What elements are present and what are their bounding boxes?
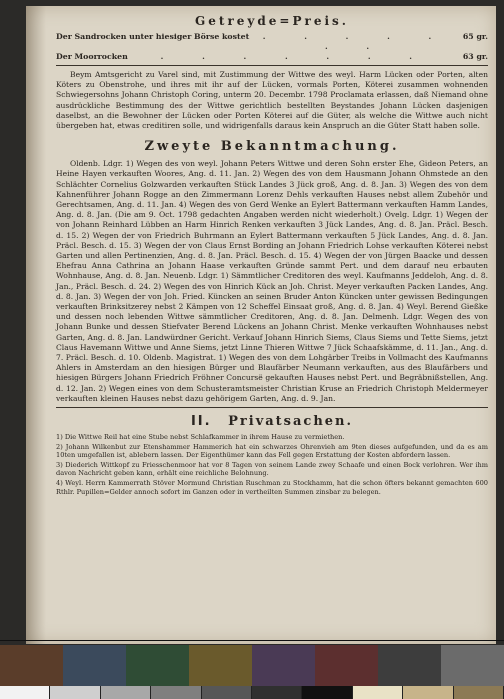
gray-patch bbox=[0, 686, 50, 699]
color-patch bbox=[378, 645, 441, 687]
document-page bbox=[26, 6, 496, 644]
intro-paragraph: Beym Amtsgericht zu Varel sind, mit Zustimmung der Wittwe des weyl. Harm Lücken oder Porten, alten Köters zu Obenstrohe, und ihres mit ihr auf der Lücken, vormals Porten, Köterei zusammen wohnenden Schwiegersohns Johann Christoph Coring, unterm 20. Decembr. 1798 Proclamata erlassen, daß Niemand ohne ausdrückliche Bestimmung des der Wittwe gerichtlich bestellten Beystandes Johann Lücken dasjenigen daselbst, an die Bewohner der Lücken oder Porten Köterei auf die Güter, als welche die Wittwe auch nicht übergeben hat, etwas creditiren solle, und widrigenfalls daraus kein Anspruch an die Güter Statt haben solle. bbox=[56, 70, 488, 131]
gray-patch bbox=[252, 686, 302, 699]
color-patch bbox=[315, 645, 378, 687]
price-label: Der Sandrocken unter hiesiger Börse kostet bbox=[56, 32, 250, 41]
scan-edge-line bbox=[0, 640, 504, 641]
gray-calibration-strip bbox=[0, 686, 504, 699]
divider bbox=[56, 65, 488, 66]
color-patch bbox=[126, 645, 189, 687]
price-heading: Getreyde=Preis. bbox=[195, 14, 349, 28]
gray-patch bbox=[151, 686, 201, 699]
price-dots: . . . . . . . bbox=[160, 52, 430, 61]
price-label: Der Moorrocken bbox=[56, 52, 128, 61]
private-item: 1) Die Wittwe Reil hat eine Stube nebst Schlafkammer in ihrem Hause zu vermiethen. bbox=[56, 433, 345, 442]
private-item: 2) Johann Wilkenbut zur Etenshammer Hammerich hat ein schwarzes Ohrenvieh am 9ten dieses aufgefunden, und da es am 10ten umgefallen ist, ablebern lassen. Der Eigenthümer kann das Fell gegen Erstattung der Kosten abfordern lassen. bbox=[56, 442, 488, 460]
color-patch bbox=[63, 645, 126, 687]
private-item: 3) Diederich Wittkopf zu Friesschenmoor hat vor 8 Tagen von seinem Lande zwey Schaafe und einen Bock verlohren. Wer ihm davon Nachricht geben kann, erhält eine reichliche Belohnung. bbox=[56, 460, 488, 478]
gray-patch bbox=[353, 686, 403, 699]
divider bbox=[56, 407, 488, 408]
price-row-moorrocken bbox=[56, 52, 488, 62]
document-content bbox=[56, 12, 488, 497]
price-value: 63 gr. bbox=[462, 52, 488, 61]
price-value: 65 gr. bbox=[462, 32, 488, 41]
second-announcement-heading: Zweyte Bekanntmachung. bbox=[144, 139, 400, 155]
gray-patch bbox=[202, 686, 252, 699]
gray-patch bbox=[50, 686, 100, 699]
color-patch bbox=[441, 645, 504, 687]
private-item: 4) Weyl. Herrn Kammerrath Stöver Mormund Christian Ruschman zu Stockhamm, hat die schon öfters bekannt gemachten 600 Rthlr. Pupillen=Gelder annoch sofort im Ganzen oder in vertheilten Summen zinsbar zu belegen. bbox=[56, 479, 488, 496]
color-patch bbox=[189, 645, 252, 687]
gray-patch bbox=[403, 686, 453, 699]
second-announcement-paragraph: Oldenb. Ldgr. 1) Wegen des von weyl. Johann Peters Wittwe und deren Sohn erster Ehe, Gideon Peters, an Heine Hayen verkauften Woores, Ang. d. 11. Jan. 2) Wegen des von dem Hausmann Johann Ohmstede an den Schlächter Cornelius Golzwarden verkauften Stück Landes 3 Jück groß, Ang. d. 8. Jan. 3) Wegen des von dem Kahnenführer Johann Rogge an den Zimmermann Lorenz Dehls verkauften Hauses nebst allem Zubehör und Gerechtsamen, Ang. d. 11. Jan. 4) Wegen des von Gerd Wenke an Eylert Battermann verkauften Hamm Landes, Ang. d. 8. Jan. (Die am 9. Oct. 1798 gedachten Angaben werden nicht wiederholt.) Ovelg. Ldgr. 1) Wegen der von Johann Reinhard Lübben an Harm Hinrich Renken verkauften 3 Jück Landes, Ang. d. 8. Jan. Präcl. Besch. d. 15. 2) Wegen der von Friedrich Buhrmann an Eylert Battermann verkauften 5 Jück Landes, Ang. d. 8. Jan. Präcl. Besch. d. 15. 3) Wegen der von Claus Ernst Bording an Johann Friedrich Lohse verkauften Köterei nebst Garten und allen Pertinenzien, Ang. d. 8. Jan. Präcl. Besch. d. 15. 4) Wegen der von Jürgen Baacke und dessen Ehefrau Anna Cathrina an Johann Haase verkauften Gründe sammt Pert. und dem darauf neu erbauten Wohnhause, Ang. d. 8. Jan. Neuenb. Ldgr. 1) Sämmtlicher Creditoren des weyl. Kaufmanns Jeddeloh, Ang. d. 8. Jan., Präcl. Besch. d. 24. 2) Wegen des von Hinrich Kück an Joh. Christ. Meyer verkauften Packen Landes, Ang. d. 8. Jan. 3) Wegen der von Joh. Fried. Küncken an seinen Bruder Anton Küncken unter gewissen Bedingungen verkauften Brinksitzerey nebst 2 Kämpen von 12 Scheffel Einsaat groß, Ang. d. 8. Jan. 4) Weyl. Berend Gießke und dessen noch lebenden Wittwe sämmtlicher Creditoren, Ang. d. 8. Jan. Delmenh. Ldgr. Wegen des von Johann Bunke und dessen Stiefvater Berend Lückens an Johann Christ. Menke verkauften Wohnhauses nebst Garten, Ang. d. 8. Jan. Landwürdner Gericht. Verkauf Johann Hinrich Siems, Claus Siems und Tette Siems, jetzt Claus Havemann Wittwe und Anne Siems, jetzt Linne Thieren Wittwe 7 Jück Schaafskämme, d. 11. Jan., Ang. d. 7. Präcl. Besch. d. 10. Oldenb. Magistrat. 1) Wegen des von dem Lohgärber Treibs in Vollmacht des Kaufmanns Ahlers in Amsterdam an den hiesigen Bürger und Blaufärber Neumann verkauften, aus des Blaufärbers und hiesigen Bürgers Johann Friedrich Fröhner Concursё gekauften Hauses nebst Pert. und Begräbnißstellen, Ang. d. 12. Jan. 2) Wegen eines von dem Schusteramtsmeister Christian Kruse an Friedrich Christoph Meldermeyer verkauften kleinen Hauses nebst dazu gehörigem Garten, Ang. d. 9. Jan. bbox=[56, 159, 488, 403]
gray-patch bbox=[454, 686, 504, 699]
color-patch bbox=[0, 645, 63, 687]
section-number: II. bbox=[190, 414, 212, 430]
gray-patch bbox=[101, 686, 151, 699]
section-name: Privatsachen. bbox=[228, 414, 354, 430]
section-title bbox=[56, 414, 488, 429]
gray-patch bbox=[302, 686, 352, 699]
price-dots: . . . . . . . bbox=[262, 32, 450, 51]
color-patch bbox=[252, 645, 315, 687]
price-row-sandrocken bbox=[56, 32, 488, 52]
color-calibration-bar bbox=[0, 645, 504, 687]
